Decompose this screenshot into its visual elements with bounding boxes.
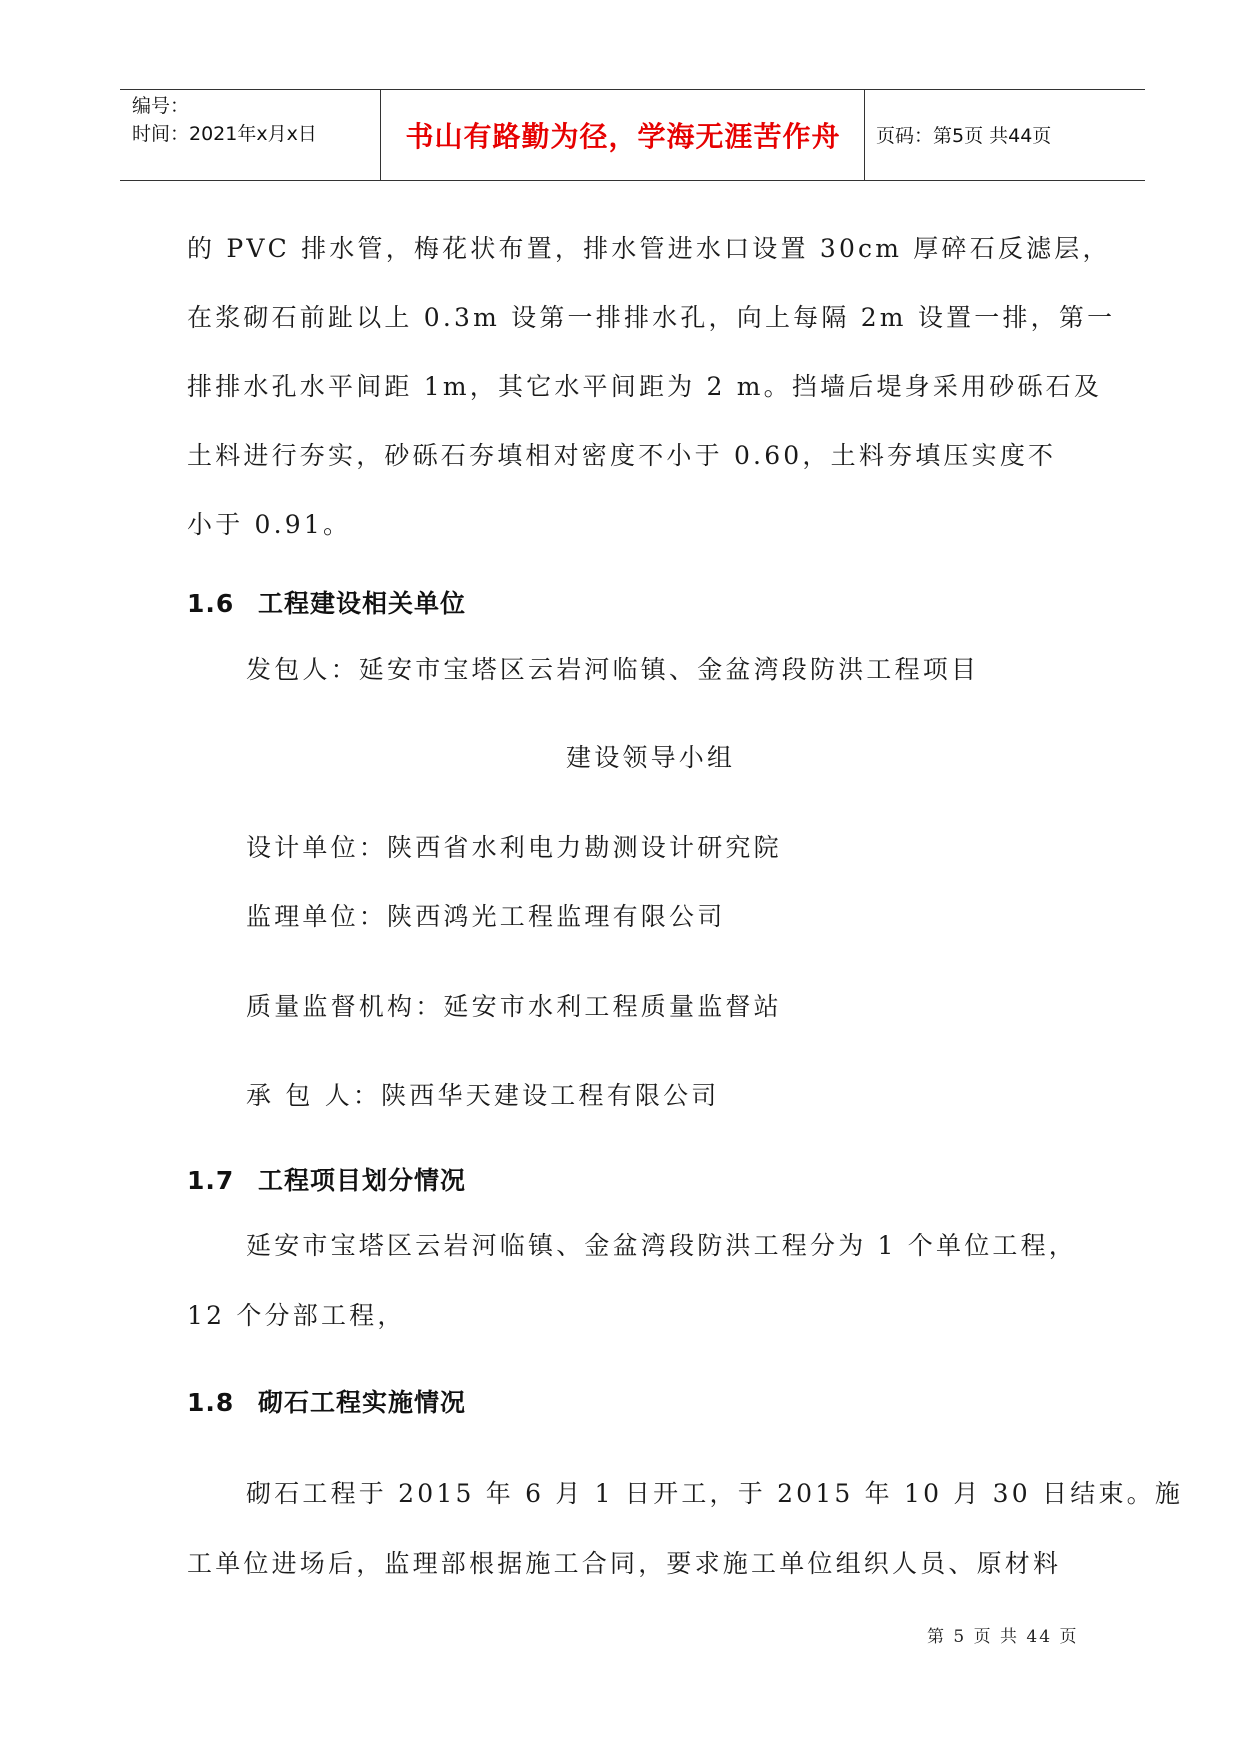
employer-line: 发包人：延安市宝塔区云岩河临镇、金盆湾段防洪工程项目 <box>246 655 980 684</box>
body-line: 土料进行夯实，砂砾石夯填相对密度不小于 0.60，土料夯填压实度不 <box>187 441 1057 470</box>
section-number: 1.8 <box>187 1388 235 1417</box>
section-title: 砌石工程实施情况 <box>258 1388 467 1417</box>
section-title: 工程项目划分情况 <box>258 1166 467 1195</box>
body-line: 延安市宝塔区云岩河临镇、金盆湾段防洪工程分为 1 个单位工程， <box>246 1231 1078 1260</box>
employer-line-continued: 建设领导小组 <box>566 743 736 772</box>
body-line: 工单位进场后，监理部根据施工合同，要求施工单位组织人员、原材料 <box>187 1549 1062 1578</box>
section-heading-1-8 <box>187 1383 466 1419</box>
section-title: 工程建设相关单位 <box>258 589 467 618</box>
body-line: 12 个分部工程， <box>187 1301 406 1330</box>
header-divider <box>380 90 381 180</box>
section-number: 1.7 <box>187 1166 235 1195</box>
contractor-line: 承 包 人：陕西华天建设工程有限公司 <box>246 1081 720 1110</box>
section-heading-1-6 <box>187 584 466 620</box>
quality-line: 质量监督机构：延安市水利工程质量监督站 <box>246 992 782 1021</box>
section-number: 1.6 <box>187 589 235 618</box>
body-line: 的 PVC 排水管，梅花状布置，排水管进水口设置 30cm 厚碎石反滤层， <box>187 234 1111 263</box>
page-header <box>120 89 1145 181</box>
supervisor-line: 监理单位：陕西鸿光工程监理有限公司 <box>246 902 726 931</box>
body-line: 砌石工程于 2015 年 6 月 1 日开工，于 2015 年 10 月 30 日结束。施 <box>246 1479 1184 1508</box>
designer-line: 设计单位：陕西省水利电力勘测设计研究院 <box>246 833 782 862</box>
header-divider <box>864 90 865 180</box>
body-line: 在浆砌石前趾以上 0.3m 设第一排排水孔，向上每隔 2m 设置一排，第一 <box>187 303 1116 332</box>
header-number-label: 编号： <box>132 95 190 117</box>
header-time-label: 时间：2021年x月x日 <box>132 123 317 145</box>
body-line: 排排水孔水平间距 1m，其它水平间距为 2 m。挡墙后堤身采用砂砾石及 <box>187 372 1103 401</box>
section-heading-1-7 <box>187 1161 466 1197</box>
header-page-label: 页码：第5页 共44页 <box>876 125 1052 147</box>
header-meta <box>132 92 317 148</box>
header-slogan: 书山有路勤为径，学海无涯苦作舟 <box>405 119 841 153</box>
body-line: 小于 0.91。 <box>187 510 352 539</box>
page-footer: 第 5 页 共 44 页 <box>927 1627 1079 1647</box>
